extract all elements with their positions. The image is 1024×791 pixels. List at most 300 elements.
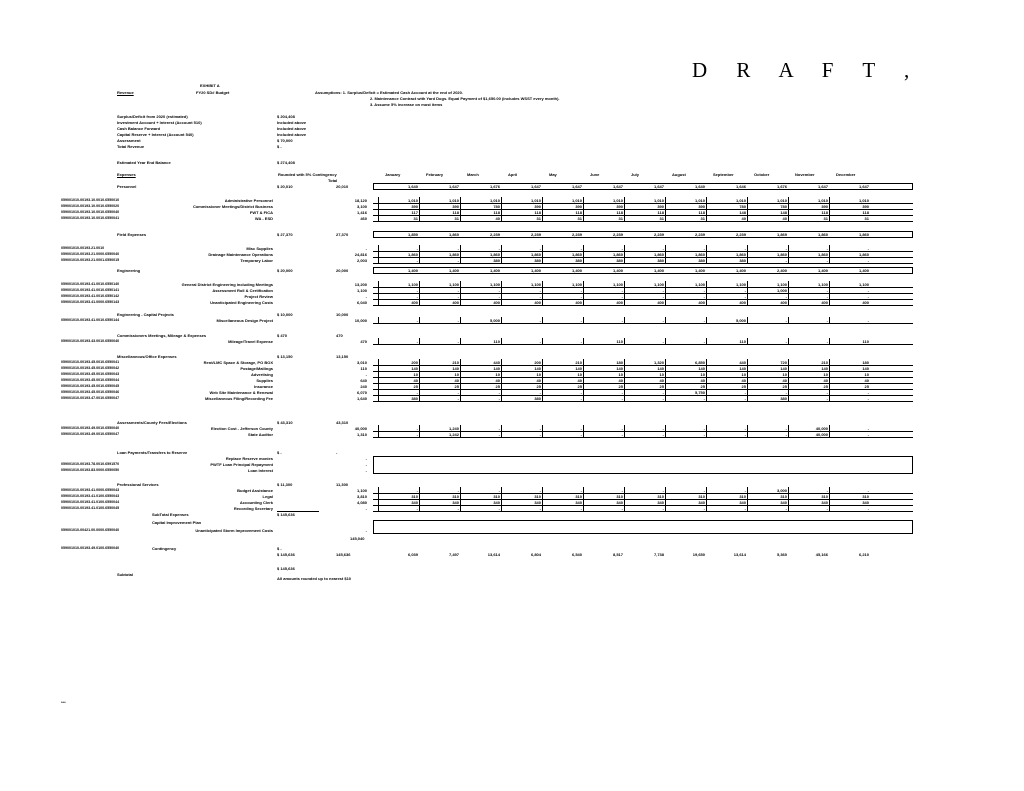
column-rule: [542, 281, 543, 305]
section-name: Engineering: [117, 268, 141, 273]
line-item-monthly-value: 10: [495, 372, 500, 377]
section-monthly-value: 1,676: [776, 184, 787, 189]
line-item-monthly-value: -: [826, 339, 828, 344]
line-item-monthly-value: -: [867, 318, 869, 323]
line-item-monthly-value: 180: [862, 360, 869, 365]
line-item-monthly-value: 390: [575, 204, 582, 209]
section-monthly-value: 1,860: [448, 232, 459, 237]
line-item-monthly-value: -: [744, 294, 746, 299]
line-item-monthly-value: 10: [413, 372, 418, 377]
line-item-monthly-value: 118: [575, 210, 582, 215]
line-item-monthly-value: -: [744, 288, 746, 293]
line-item-monthly-value: -: [703, 339, 705, 344]
line-item-monthly-value: 440: [493, 360, 500, 365]
column-rule: [583, 487, 584, 511]
line-item-monthly-value: 31: [454, 216, 459, 221]
column-rule: [665, 197, 666, 221]
column-rule: [665, 317, 666, 323]
section-name: Commissioners Meetings, Mileage & Expenses: [117, 333, 207, 338]
line-item-monthly-value: -: [539, 506, 541, 511]
line-item-monthly-value: -: [457, 258, 459, 263]
row-rule: [373, 511, 913, 512]
line-item-monthly-value: -: [744, 246, 746, 251]
line-item-label: Rent/LMC Space & Storage, PO BOX: [203, 360, 273, 365]
section-name: Engineering - Capital Projects: [117, 312, 174, 317]
line-item-monthly-value: 5,000: [735, 318, 746, 323]
line-item-monthly-value: -: [457, 288, 459, 293]
line-item-label: Web Site Maintenance & Renewal: [209, 390, 273, 395]
subtotal-expenses-value: $ 145,636: [277, 512, 295, 517]
line-item-monthly-value: -: [580, 339, 582, 344]
section-name: Professional Services: [117, 482, 159, 487]
section-monthly-value: 1,647: [858, 184, 869, 189]
section-monthly-value: 1,850: [407, 232, 418, 237]
section-monthly-value: 2,239: [653, 232, 664, 237]
line-item-monthly-value: -: [539, 288, 541, 293]
line-item-total: 460: [360, 216, 367, 221]
revenue-value: $ 204,408: [277, 114, 295, 119]
line-item-monthly-value: 140: [575, 366, 582, 371]
line-item-monthly-value: 1,010: [448, 198, 459, 203]
line-item-monthly-value: 118: [534, 210, 541, 215]
subtotal-rule: [277, 511, 319, 512]
line-item-monthly-value: 25: [536, 384, 541, 389]
line-item-monthly-value: -: [580, 246, 582, 251]
column-rule: [829, 338, 830, 344]
line-item-total: 1,416: [356, 210, 367, 215]
line-item-monthly-value: -: [744, 488, 746, 493]
line-item-monthly-value: 310: [411, 494, 418, 499]
line-item-monthly-value: 25: [413, 384, 418, 389]
line-item-monthly-value: 40: [782, 378, 787, 383]
section-monthly-value: 1,647: [653, 184, 664, 189]
line-item-monthly-value: 340: [575, 500, 582, 505]
column-rule: [460, 197, 461, 221]
section-total: $ 20,010: [277, 184, 293, 189]
section-total: $ 470: [277, 333, 288, 338]
line-item-monthly-value: -: [457, 488, 459, 493]
line-item-monthly-value: 1,010: [776, 198, 787, 203]
line-item-monthly-value: -: [621, 396, 623, 401]
line-item-monthly-value: 390: [698, 204, 705, 209]
section-monthly-value: 1,640: [407, 184, 418, 189]
line-item-monthly-value: 31: [864, 216, 869, 221]
line-item-monthly-value: 10: [577, 372, 582, 377]
exhibit-label: EXHIBIT A: [200, 83, 220, 88]
line-item-monthly-value: 148: [739, 210, 746, 215]
line-item-monthly-value: 118: [616, 210, 623, 215]
line-item-monthly-value: 148: [780, 210, 787, 215]
column-rule: [665, 359, 666, 401]
line-item-monthly-value: -: [785, 246, 787, 251]
column-rule: [665, 487, 666, 511]
grand-monthly-value: 5,360: [776, 552, 787, 557]
line-item-monthly-value: -: [662, 246, 664, 251]
line-item-label: Replace Reserve monies: [225, 456, 273, 461]
line-item-monthly-value: -: [416, 426, 418, 431]
column-rule: [460, 317, 461, 323]
column-rule: [378, 359, 379, 401]
line-item-monthly-value: 110: [616, 339, 623, 344]
section-total-row-box: [373, 267, 913, 274]
line-item-monthly-value: 1,242: [448, 432, 459, 437]
contingency-value: $ -: [277, 546, 282, 551]
line-item-monthly-value: -: [416, 318, 418, 323]
line-item-label: State Auditor: [248, 432, 273, 437]
column-rule: [419, 245, 420, 263]
revenue-value: $ 70,000: [277, 138, 293, 143]
line-item-monthly-value: -: [416, 288, 418, 293]
account-code: 059001010-00193.78.0010.6591570: [61, 462, 120, 466]
line-item-monthly-value: 310: [698, 494, 705, 499]
line-item-label: Insurance: [254, 384, 273, 389]
line-item-monthly-value: 10: [823, 372, 828, 377]
line-item-monthly-value: 10: [741, 372, 746, 377]
line-item-label: Recording Secretary: [233, 506, 273, 511]
line-item-monthly-value: 25: [618, 384, 623, 389]
section-total: $ 13,150: [277, 354, 293, 359]
line-item-monthly-value: -: [662, 288, 664, 293]
line-item-monthly-value: -: [498, 390, 500, 395]
month-header: July: [631, 172, 640, 177]
line-item-monthly-value: 390: [657, 204, 664, 209]
line-item-monthly-value: 1,010: [489, 198, 500, 203]
line-item-total: -: [365, 462, 367, 467]
line-item-monthly-value: 400: [698, 300, 705, 305]
line-item-monthly-value: -: [703, 318, 705, 323]
line-item-monthly-value: 1,100: [653, 282, 664, 287]
line-item-monthly-value: 720: [780, 360, 787, 365]
line-item-monthly-value: 400: [575, 300, 582, 305]
line-item-monthly-value: 25: [700, 384, 705, 389]
line-item-monthly-value: -: [867, 426, 869, 431]
capital-row-value: -: [365, 528, 367, 533]
revenue-label: Investment Account + Interest (Account 510): [117, 120, 202, 125]
section-monthly-value: 1,647: [530, 184, 541, 189]
month-header: November: [795, 172, 815, 177]
line-item-monthly-value: 1,010: [612, 198, 623, 203]
line-item-monthly-value: -: [662, 432, 664, 437]
line-item-monthly-value: -: [539, 318, 541, 323]
line-item-monthly-value: 380: [739, 258, 746, 263]
line-item-monthly-value: -: [416, 246, 418, 251]
row-rule: [373, 437, 913, 438]
column-rule: [583, 359, 584, 401]
line-item-monthly-value: -: [703, 294, 705, 299]
column-rule: [460, 359, 461, 401]
assumption-3: 3. Assume 5% increase on most items: [370, 102, 443, 107]
line-item-label: Assessment Roll & Certification: [212, 288, 273, 293]
grand-monthly-value: 7,738: [653, 552, 664, 557]
capital-plan-label: Capital Improvement Plan: [152, 520, 202, 525]
line-item-monthly-value: 390: [411, 204, 418, 209]
line-item-monthly-value: 1,860: [858, 252, 869, 257]
line-item-monthly-value: -: [703, 488, 705, 493]
line-item-monthly-value: -: [457, 318, 459, 323]
line-item-monthly-value: 10: [782, 372, 787, 377]
line-item-monthly-value: 1,100: [407, 282, 418, 287]
account-code: 059001010-00193.41.0000.6550043: [61, 488, 120, 492]
line-item-monthly-value: -: [580, 506, 582, 511]
line-item-monthly-value: 1,100: [489, 282, 500, 287]
line-item-monthly-value: 400: [493, 300, 500, 305]
line-item-monthly-value: 140: [698, 366, 705, 371]
line-item-monthly-value: -: [621, 318, 623, 323]
line-item-monthly-value: -: [703, 426, 705, 431]
line-item-monthly-value: -: [826, 246, 828, 251]
line-item-monthly-value: 40: [659, 378, 664, 383]
column-rule: [583, 197, 584, 221]
line-item-total: -: [365, 246, 367, 251]
column-rule: [788, 487, 789, 511]
line-item-monthly-value: 400: [657, 300, 664, 305]
column-rule: [829, 359, 830, 401]
column-rule: [542, 338, 543, 344]
section-total-row-box: [373, 183, 913, 190]
line-item-monthly-value: -: [457, 390, 459, 395]
section-monthly-value: 1,400: [653, 268, 664, 273]
column-rule: [788, 425, 789, 437]
line-item-label: Accounting Clerk: [239, 500, 273, 505]
line-item-monthly-value: 340: [452, 500, 459, 505]
column-rule: [460, 245, 461, 263]
line-item-label: Loan Interest: [247, 468, 273, 473]
line-item-monthly-value: 390: [452, 204, 459, 209]
line-item-total: -: [365, 456, 367, 461]
line-item-monthly-value: -: [785, 339, 787, 344]
line-item-monthly-value: 118: [821, 210, 828, 215]
section-monthly-value: 2,400: [776, 268, 787, 273]
line-item-monthly-value: -: [416, 432, 418, 437]
line-item-label: Drainage Maintenance Operations: [208, 252, 273, 257]
account-code: 059001010-00193.41.0100.6550044: [61, 500, 120, 504]
line-item-monthly-value: 25: [495, 384, 500, 389]
column-rule: [624, 317, 625, 323]
line-item-monthly-value: -: [662, 294, 664, 299]
line-item-monthly-value: -: [785, 426, 787, 431]
month-header: September: [713, 172, 734, 177]
line-item-monthly-value: 40: [864, 378, 869, 383]
line-item-monthly-value: 40,000: [815, 432, 828, 437]
line-item-total: 6,040: [356, 300, 367, 305]
line-item-monthly-value: 31: [823, 216, 828, 221]
month-header: June: [590, 172, 600, 177]
revenue-label: Total Revenue: [117, 144, 145, 149]
revenue-value: Included above: [277, 120, 307, 125]
account-code: 059001010-00193.41.0010.6550144: [61, 318, 120, 322]
line-item-monthly-value: 140: [616, 366, 623, 371]
line-item-monthly-value: 340: [493, 500, 500, 505]
grand-total-value: $ 145,636: [277, 552, 295, 557]
section-monthly-value: 1,647: [817, 184, 828, 189]
column-rule: [624, 359, 625, 401]
grand-monthly-value: 19,650: [692, 552, 705, 557]
line-item-monthly-value: 400: [739, 300, 746, 305]
line-item-monthly-value: 200: [534, 360, 541, 365]
account-code: 059001010-00193.41.0000.6550143: [61, 300, 120, 304]
footer-subtotal-value: $ 145,636: [277, 566, 295, 571]
line-item-monthly-value: 1,100: [776, 282, 787, 287]
line-item-monthly-value: -: [826, 488, 828, 493]
line-item-total: 1,310: [356, 432, 367, 437]
line-item-monthly-value: 1,000: [776, 288, 787, 293]
line-item-monthly-value: 31: [700, 216, 705, 221]
section-name: Field Expenses: [117, 232, 147, 237]
line-item-monthly-value: 1,860: [817, 252, 828, 257]
line-item-monthly-value: 1,010: [407, 198, 418, 203]
line-item-monthly-value: -: [539, 339, 541, 344]
line-item-monthly-value: 40: [495, 216, 500, 221]
line-item-monthly-value: 10: [864, 372, 869, 377]
column-rule: [665, 425, 666, 437]
column-rule: [788, 281, 789, 305]
line-item-monthly-value: 1,860: [489, 252, 500, 257]
line-item-monthly-value: 40: [741, 378, 746, 383]
grand-total-sum: 145,636: [336, 552, 351, 557]
line-item-monthly-value: -: [621, 488, 623, 493]
section-total: $ -: [277, 450, 282, 455]
line-item-monthly-value: 1,860: [735, 252, 746, 257]
column-rule: [829, 281, 830, 305]
column-rule: [624, 197, 625, 221]
line-item-total: 110: [360, 366, 367, 371]
account-code: 059001010-00193.45.0010.6550041: [61, 360, 120, 364]
line-item-monthly-value: 380: [534, 258, 541, 263]
line-item-monthly-value: 200: [411, 360, 418, 365]
column-rule: [501, 487, 502, 511]
section-monthly-value: 2,239: [489, 232, 500, 237]
contingency-label: Contingency: [152, 546, 177, 551]
line-item-monthly-value: 400: [534, 300, 541, 305]
line-item-total: 2,003: [356, 258, 367, 263]
line-item-label: Commissioner Meetings/District Business: [192, 204, 273, 209]
line-item-monthly-value: -: [416, 390, 418, 395]
line-item-monthly-value: -: [826, 288, 828, 293]
line-item-label: Unanticipated Engineering Costs: [210, 300, 273, 305]
line-item-total: 40,000: [354, 426, 367, 431]
column-rule: [665, 281, 666, 305]
month-header: August: [672, 172, 686, 177]
line-item-monthly-value: 210: [452, 360, 459, 365]
line-item-monthly-value: -: [539, 426, 541, 431]
section-monthly-value: 1,400: [694, 268, 705, 273]
column-rule: [378, 317, 379, 323]
section-monthly-value: 1,400: [571, 268, 582, 273]
revenue-label: Capital Reserve + Interest (Account 540): [117, 132, 194, 137]
year-end-value: $ 274,408: [277, 160, 295, 165]
capital-plan-table: [373, 520, 913, 534]
line-item-monthly-value: 780: [739, 204, 746, 209]
column-rule: [624, 245, 625, 263]
column-rule: [706, 425, 707, 437]
account-code: 059001010-00421.00.0000.6550040: [61, 528, 120, 532]
line-item-monthly-value: 1,860: [612, 252, 623, 257]
line-item-monthly-value: 1,860: [653, 252, 664, 257]
line-item-monthly-value: -: [621, 426, 623, 431]
column-rule: [419, 197, 420, 221]
line-item-monthly-value: -: [498, 506, 500, 511]
line-item-monthly-value: -: [867, 488, 869, 493]
capital-contingency-value: 145,040: [350, 536, 365, 541]
line-item-monthly-value: 40: [782, 216, 787, 221]
line-item-monthly-value: -: [662, 426, 664, 431]
line-item-monthly-value: -: [498, 246, 500, 251]
section-monthly-value: 1,400: [489, 268, 500, 273]
column-rule: [542, 487, 543, 511]
line-item-label: Supplies: [256, 378, 273, 383]
section-monthly-value: 1,400: [735, 268, 746, 273]
line-item-monthly-value: 40: [700, 378, 705, 383]
section-monthly-value: 1,647: [448, 184, 459, 189]
column-rule: [460, 487, 461, 511]
line-item-monthly-value: 10: [536, 372, 541, 377]
line-item-monthly-value: 110: [493, 339, 500, 344]
section-monthly-value: 1,860: [817, 232, 828, 237]
column-rule: [501, 425, 502, 437]
column-rule: [706, 359, 707, 401]
line-item-monthly-value: 40,000: [815, 426, 828, 431]
line-item-label: Postage/Mailings: [240, 366, 273, 371]
grand-monthly-value: 6,039: [407, 552, 418, 557]
column-rule: [419, 425, 420, 437]
line-item-monthly-value: 140: [862, 366, 869, 371]
year-end-label: Estimated Year End Balance: [117, 160, 171, 165]
account-code: 059001010-00193.45.0010.6550045: [61, 384, 120, 388]
line-item-monthly-value: -: [539, 488, 541, 493]
account-code: 059001010-00193.49.0100.6550040: [61, 546, 120, 550]
line-item-monthly-value: 110: [862, 339, 869, 344]
line-item-monthly-value: 390: [534, 204, 541, 209]
column-rule: [542, 359, 543, 401]
line-item-monthly-value: 400: [780, 300, 787, 305]
line-item-monthly-value: 210: [575, 360, 582, 365]
line-item-monthly-value: 140: [739, 366, 746, 371]
line-item-monthly-value: 1,860: [776, 252, 787, 257]
line-item-monthly-value: 25: [741, 384, 746, 389]
line-item-monthly-value: -: [867, 246, 869, 251]
line-item-monthly-value: 380: [698, 258, 705, 263]
line-item-monthly-value: 3,000: [776, 488, 787, 493]
line-item-monthly-value: 40: [577, 378, 582, 383]
line-item-monthly-value: 1,010: [817, 198, 828, 203]
section-contingency: 20,000: [336, 268, 349, 273]
column-rule: [501, 359, 502, 401]
column-rule: [829, 425, 830, 437]
column-rule: [706, 197, 707, 221]
section-monthly-value: 1,400: [817, 268, 828, 273]
rounding-note: All amounts rounded up to nearest $10: [277, 576, 352, 581]
month-header: May: [549, 172, 557, 177]
line-item-monthly-value: 1,010: [653, 198, 664, 203]
line-item-total: 13,200: [354, 282, 367, 287]
line-item-monthly-value: -: [498, 488, 500, 493]
line-item-monthly-value: 118: [452, 210, 459, 215]
row-rule: [373, 344, 913, 345]
line-item-monthly-value: -: [867, 396, 869, 401]
section-name: Personnel: [117, 184, 137, 189]
line-item-monthly-value: 140: [657, 366, 664, 371]
line-item-label: PWTF Loan Principal Repayment: [210, 462, 273, 467]
line-item-monthly-value: 380: [657, 258, 664, 263]
line-item-monthly-value: 40: [413, 378, 418, 383]
section-monthly-value: 2,239: [530, 232, 541, 237]
column-rule: [747, 487, 748, 511]
expenses-heading: Expenses: [117, 172, 136, 177]
line-item-monthly-value: 1,860: [571, 252, 582, 257]
column-rule: [583, 281, 584, 305]
section-total: $ 43,310: [277, 420, 293, 425]
line-item-monthly-value: 110: [739, 339, 746, 344]
